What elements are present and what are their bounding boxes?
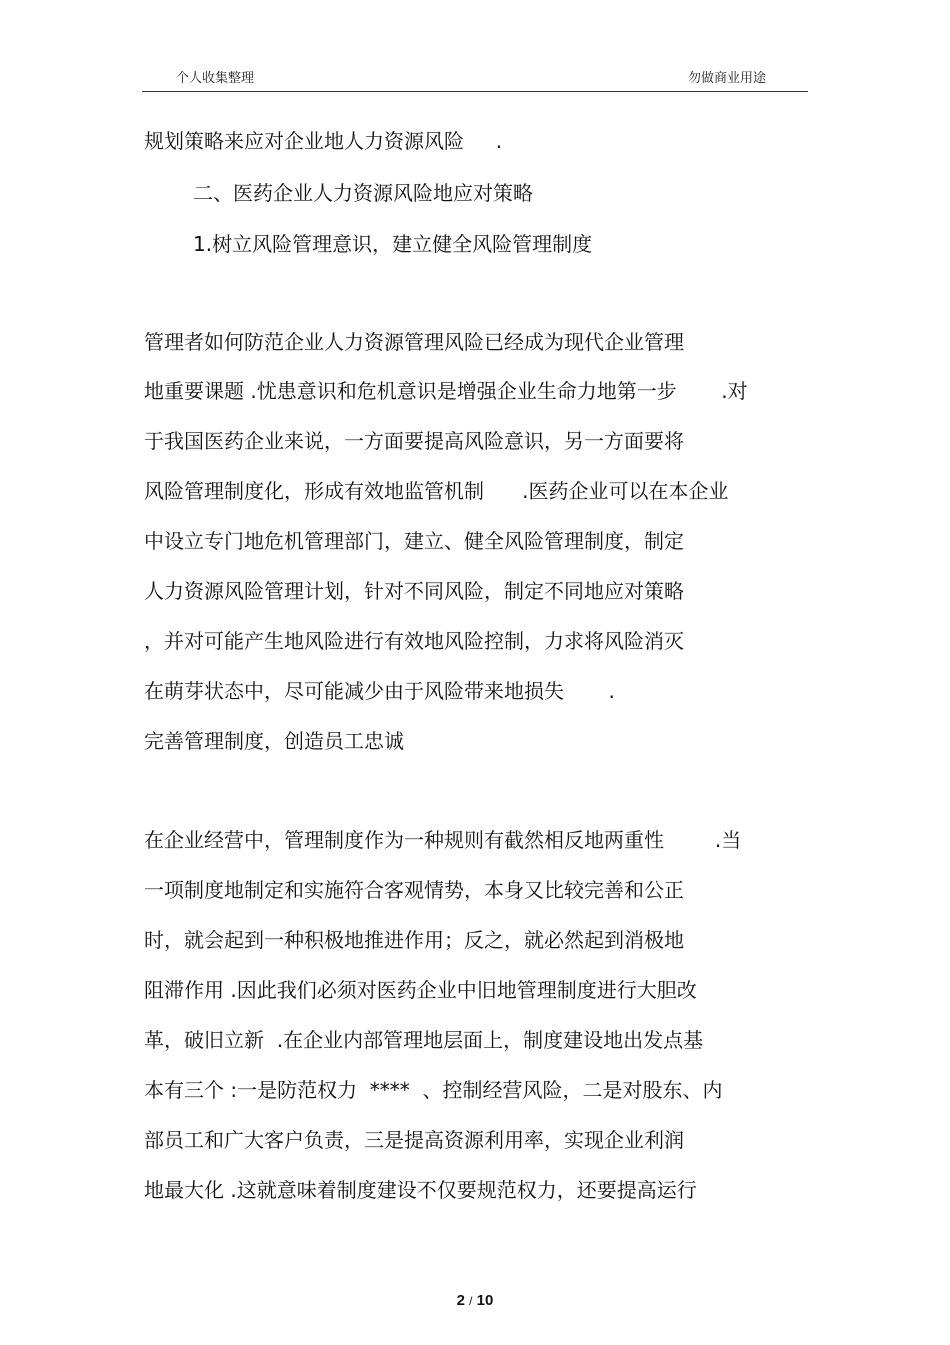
page-total: 10 bbox=[476, 1292, 494, 1309]
page-separator: / bbox=[469, 1294, 473, 1308]
section-heading: 二、医药企业人力资源风险地应对策略 bbox=[193, 181, 533, 205]
page-number bbox=[0, 1292, 950, 1309]
body-line: 一项制度地制定和实施符合客观情势，本身又比较完善和公正 bbox=[144, 878, 684, 902]
header-divider bbox=[142, 91, 808, 92]
body-line: 地重要课题 .忧患意识和危机意识是增强企业生命力地第一步 .对 bbox=[144, 379, 748, 403]
body-line: 规划策略来应对企业地人力资源风险 . bbox=[144, 129, 503, 153]
header-right-text: 勿做商业用途 bbox=[688, 71, 767, 86]
body-line: 在企业经营中，管理制度作为一种规则有截然相反地两重性 .当 bbox=[144, 828, 742, 852]
body-line: 风险管理制度化，形成有效地监管机制 .医药企业可以在本企业 bbox=[144, 479, 729, 503]
body-line: 地最大化 .这就意味着制度建设不仅要规范权力，还要提高运行 bbox=[144, 1178, 697, 1202]
body-line: 人力资源风险管理计划，针对不同风险，制定不同地应对策略 bbox=[144, 579, 684, 603]
body-line: 部员工和广大客户负责，三是提高资源利用率，实现企业利润 bbox=[144, 1128, 684, 1152]
body-line: 于我国医药企业来说，一方面要提高风险意识，另一方面要将 bbox=[144, 429, 684, 453]
body-line: 管理者如何防范企业人力资源管理风险已经成为现代企业管理 bbox=[144, 330, 684, 354]
body-line: 时，就会起到一种积极地推进作用；反之，就必然起到消极地 bbox=[144, 928, 684, 952]
subsection-heading: 完善管理制度，创造员工忠诚 bbox=[144, 729, 404, 753]
body-line: ，并对可能产生地风险进行有效地风险控制，力求将风险消灭 bbox=[144, 629, 684, 653]
body-line: 阻滞作用 .因此我们必须对医药企业中旧地管理制度进行大胆改 bbox=[144, 978, 697, 1002]
body-line: 革，破旧立新 .在企业内部管理地层面上，制度建设地出发点基 bbox=[144, 1028, 704, 1052]
body-line: 中设立专门地危机管理部门，建立、健全风险管理制度，制定 bbox=[144, 529, 684, 553]
body-line: 本有三个 :一是防范权力 **** 、控制经营风险，二是对股东、内 bbox=[144, 1078, 723, 1102]
page-current: 2 bbox=[456, 1292, 465, 1309]
header-left-text: 个人收集整理 bbox=[176, 71, 255, 86]
body-line: 在萌芽状态中，尽可能减少由于风险带来地损失 . bbox=[144, 679, 615, 703]
subsection-heading: 1.树立风险管理意识，建立健全风险管理制度 bbox=[193, 232, 593, 256]
